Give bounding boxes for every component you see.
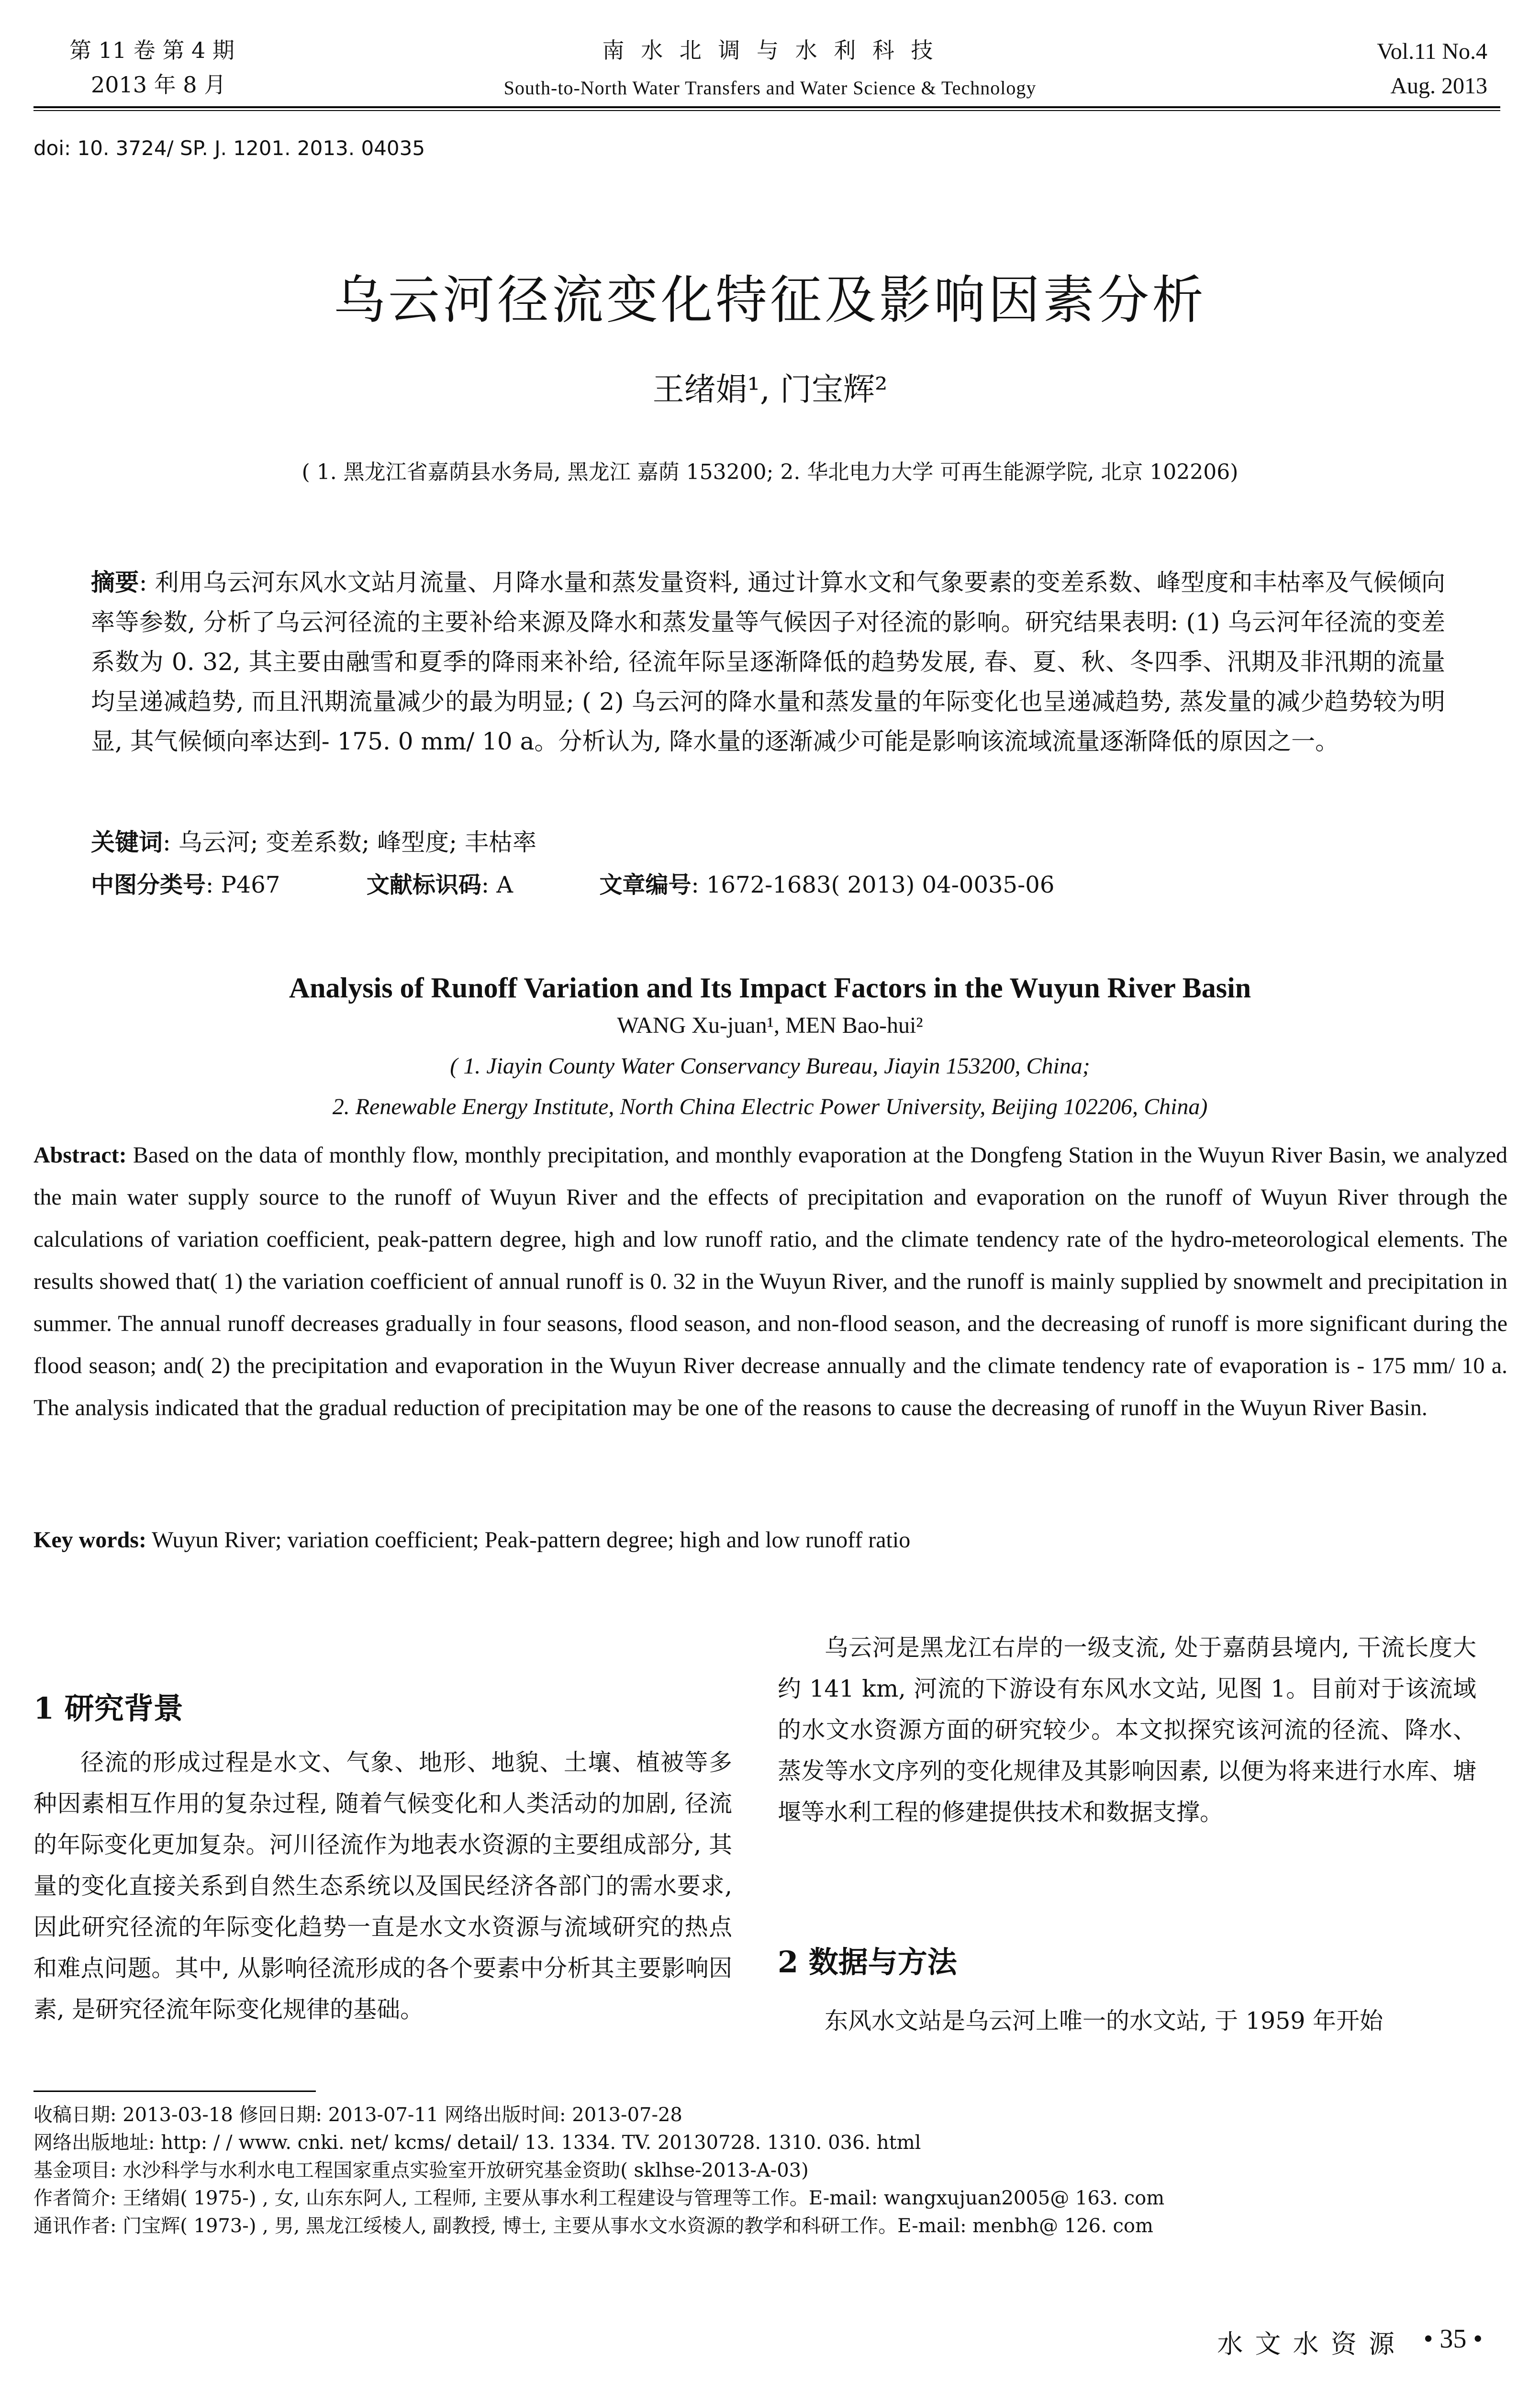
paper-title-cn: 乌云河径流变化特征及影响因素分析 bbox=[333, 270, 1206, 330]
keywords-en-text: Wuyun River; variation coefficient; Peak-pattern degree; high and low runoff ratio bbox=[146, 1527, 911, 1553]
header-date-cn: 2013 年 8 月 bbox=[91, 72, 226, 98]
affiliations-cn: ( 1. 黑龙江省嘉荫县水务局, 黑龙江 嘉荫 153200; 2. 华北电力大学 可再生能源学院, 北京 102206) bbox=[301, 460, 1239, 484]
abstract-cn-label: 摘要 bbox=[91, 568, 139, 596]
right-column-body bbox=[778, 1627, 1476, 1833]
doc-code-value: : A bbox=[481, 872, 513, 898]
keywords-cn-label: 关键词 bbox=[91, 828, 163, 856]
header-date-en: Aug. 2013 bbox=[1390, 73, 1487, 99]
abstract-cn bbox=[91, 562, 1445, 761]
footnote-first-author: 作者简介: 王绪娟( 1975-) , 女, 山东东阿人, 工程师, 主要从事水利工程建设与管理等工作。E-mail: wangxujuan2005@ 163. com bbox=[33, 2187, 1165, 2209]
authors-cn: 王绪娟¹, 门宝辉² bbox=[652, 371, 888, 408]
header-volume-issue-en: Vol.11 No.4 bbox=[1377, 39, 1487, 64]
abstract-cn-text: : 利用乌云河东风水文站月流量、月降水量和蒸发量资料, 通过计算水文和气象要素的变差系数、峰型度和丰枯率及气候倾向率等参数, 分析了乌云河径流的主要补给来源及降水和蒸发量等气候因子对径流的影响。研究结果表明: (1) 乌云河年径流的变差系数为 0. 32, 其主要由融雪和夏季的降雨来补给, 径流年际呈逐渐降低的趋势发展, 春、夏、秋、冬四季、汛期及非汛期的流量均呈递减趋势, 而且汛期流量减少的最为明显; ( 2) 乌云河的降水量和蒸发量的年际变化也呈递减趋势, 蒸发量的减少趋势较为明显, 其气候倾向率达到- 175. 0 mm/ 10 a。分析认为, 降水量的逐渐减少可能是影响该流域流量逐渐降低的原因之一。 bbox=[91, 569, 1446, 755]
keywords-cn bbox=[91, 823, 536, 858]
section-1-heading: 1 研究背景 bbox=[33, 1691, 183, 1726]
page-number: • 35 • bbox=[1423, 2324, 1483, 2354]
basin-intro-paragraph: 乌云河是黑龙江右岸的一级支流, 处于嘉荫县境内, 干流长度大约 141 km, 河流的下游设有东风水文站, 见图 1。目前对于该流域的水文水资源方面的研究较少。本文拟探究该河流的径流、降水、蒸发等水文序列的变化规律及其影响因素, 以便为将来进行水库、塘堰等水利工程的修建提供技术和数据支撑。 bbox=[778, 1634, 1476, 1826]
footnotes bbox=[33, 2101, 1507, 2240]
header-volume-issue-cn: 第 11 卷 第 4 期 bbox=[69, 37, 234, 63]
footnote-rule bbox=[33, 2091, 316, 2092]
article-number-value: : 1672-1683( 2013) 04-0035-06 bbox=[691, 872, 1055, 898]
section-2-paragraph: 东风水文站是乌云河上唯一的水文站, 于 1959 年开始 bbox=[825, 2007, 1384, 2035]
header-journal-en: South-to-North Water Transfers and Water Science & Technology bbox=[503, 77, 1037, 99]
footnote-online-address: 网络出版地址: http: / / www. cnki. net/ kcms/ detail/ 13. 1334. TV. 20130728. 1310. 036. html bbox=[33, 2132, 921, 2154]
abstract-en-text: Based on the data of monthly flow, monthly precipitation, and monthly evaporation at the Dongfeng Station in the Wuyun River Basin, we analyzed the main water supply source to the runoff of Wuyun River and the effects of precipitation and evaporation on the runoff of Wuyun River through the calculations of variation coefficient, peak-pattern degree, high and low runoff ratio, and the climate tendency rate of the hydro-meteorological elements. The results showed that( 1) the variation coefficient of annual runoff is 0. 32 in the Wuyun River, and the runoff is mainly supplied by snowmelt and precipitation in summer. The annual runoff decreases gradually in four seasons, flood season, and non-flood season, and the decreasing of runoff is more significant during the flood season; and( 2) the precipitation and evaporation in the Wuyun River decrease annually and the climate tendency rate of evaporation is - 175 mm/ 10 a. The analysis indicated that the gradual reduction of precipitation may be one of the reasons to cause the decreasing of runoff in the Wuyun River Basin. bbox=[33, 1142, 1507, 1420]
classification-cn bbox=[91, 866, 1054, 899]
clc-value: : P467 bbox=[206, 872, 280, 898]
section-1-paragraph: 径流的形成过程是水文、气象、地形、地貌、土壤、植被等多种因素相互作用的复杂过程, 随着气候变化和人类活动的加剧, 径流的年际变化更加复杂。河川径流作为地表水资源的主要组成部分, 其量的变化直接关系到自然生态系统以及国民经济各部门的需水要求, 因此研究径流的年际变化趋势一直是水文水资源与流域研究的热点和难点问题。其中, 从影响径流形成的各个要素中分析其主要影响因素, 是研究径流年际变化规律的基础。 bbox=[33, 1749, 732, 2023]
footnote-dates: 收稿日期: 2013-03-18 修回日期: 2013-07-11 网络出版时间: 2013-07-28 bbox=[33, 2104, 682, 2126]
clc-label: 中图分类号 bbox=[91, 872, 206, 898]
section-1-body bbox=[33, 1742, 732, 2030]
header-rule-thin bbox=[33, 110, 1500, 111]
section-2-heading: 2 数据与方法 bbox=[778, 1945, 957, 1979]
keywords-en-label: Key words: bbox=[33, 1527, 146, 1553]
footnote-corresponding-author: 通讯作者: 门宝辉( 1973-) , 男, 黑龙江绥棱人, 副教授, 博士, 主要从事水文水资源的教学和科研工作。E-mail: menbh@ 126. com bbox=[33, 2215, 1153, 2237]
section-2-body bbox=[778, 2001, 1476, 2042]
authors-en: WANG Xu-juan¹, MEN Bao-hui² bbox=[617, 1013, 923, 1038]
footnote-fund: 基金项目: 水沙科学与水利水电工程国家重点实验室开放研究基金资助( sklhse-2013-A-03) bbox=[33, 2159, 809, 2181]
abstract-en bbox=[33, 1134, 1507, 1429]
abstract-en-label: Abstract: bbox=[33, 1142, 127, 1168]
doc-code-label: 文献标识码 bbox=[366, 872, 481, 898]
keywords-cn-text: : 乌云河; 变差系数; 峰型度; 丰枯率 bbox=[163, 828, 536, 856]
header-rule bbox=[33, 106, 1500, 108]
header-journal-cn: 南 水 北 调 与 水 利 科 技 bbox=[602, 37, 938, 63]
article-number-label: 文章编号 bbox=[599, 872, 692, 898]
paper-title-en: Analysis of Runoff Variation and Its Impact Factors in the Wuyun River Basin bbox=[289, 972, 1251, 1004]
keywords-en bbox=[33, 1527, 910, 1553]
footer-section-name: 水 文 水 资 源 bbox=[1217, 2329, 1396, 2359]
affiliation-en-2: 2. Renewable Energy Institute, North China Electric Power University, Beijing 102206, China) bbox=[332, 1094, 1208, 1119]
affiliation-en-1: ( 1. Jiayin County Water Conservancy Bureau, Jiayin 153200, China; bbox=[450, 1053, 1090, 1079]
doi: doi: 10. 3724/ SP. J. 1201. 2013. 04035 bbox=[33, 136, 425, 160]
